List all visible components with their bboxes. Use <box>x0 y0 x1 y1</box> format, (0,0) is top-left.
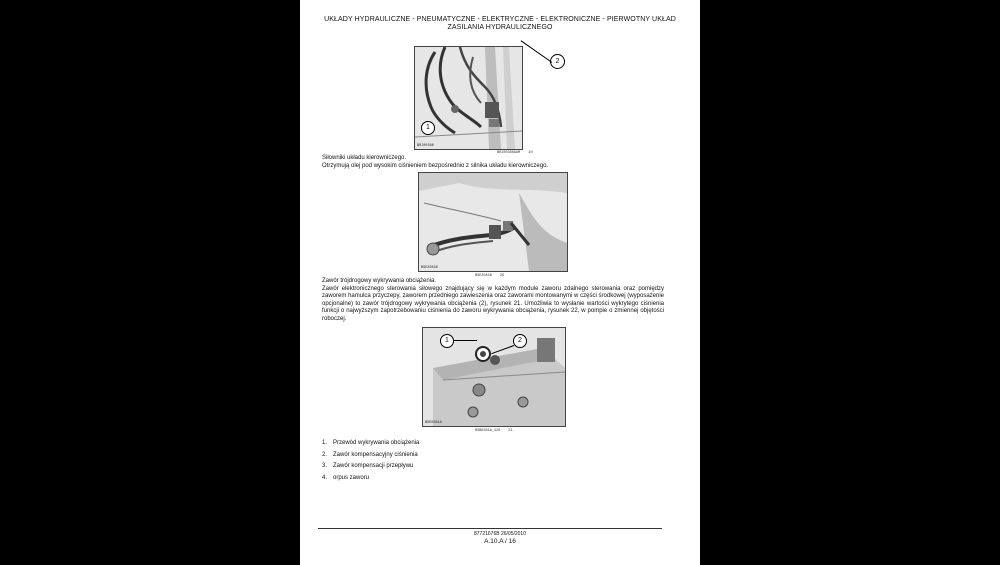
figure2-number: 20 <box>499 272 505 277</box>
figure1-callout-1: 1 <box>421 121 435 135</box>
footer-divider <box>318 528 662 529</box>
figure2-caption-code: BSE20836 <box>475 274 492 278</box>
legend-item: 2. Zawór kompensacyjny ciśnienia <box>322 451 418 458</box>
figure-legend <box>322 438 419 484</box>
figure3-code: BSE0381A <box>425 421 442 425</box>
section2-body: Zawór elektronicznego sterowania siłowego znajdujący się w każdym module zaworu zdalnego sterowania oraz pomiędzy zaworem hamulca przyczepy, zaworem przedniego zawieszenia oraz zaworami montowanymi w części środkowej (wyposażenie opcjonalne) to zawór trójdrogowy wykrywania obciążenia (2), rysunek 21. Umożliwia to wysłanie wartości wykrytego ciśnienia funkcji o najwyższym zapotrzebowaniu ciśnienia do zaworu wykrywania obciążenia, rysunek 22, w pompie o zmiennej objętości roboczej. <box>322 285 664 322</box>
section2-title: Zawór trójdrogowy wykrywania obciążenia. <box>322 278 437 284</box>
page-footer <box>300 531 700 545</box>
figure-hydraulic-lines <box>418 172 568 272</box>
figure-steering-cylinders <box>414 46 523 150</box>
section-load-sensing-valve <box>322 278 664 324</box>
footer-doc-ref: 87721676B 26/05/2010 <box>474 531 526 537</box>
figure1-number: 19 <box>528 149 533 154</box>
section1-line2: Otrzymują olej pod wysokim ciśnieniem bezpośrednio z silnika układu kierowniczego. <box>322 162 549 169</box>
figure3-callout-1-leader <box>453 340 477 341</box>
figure3-number: 21 <box>508 427 513 432</box>
figure3-caption-code: BSB0381A_426 <box>475 429 501 433</box>
figure1-callout-2-leader <box>521 40 553 63</box>
section-steering-cylinders <box>322 155 664 170</box>
figure3-callout-1: 1 <box>440 334 454 348</box>
figure1-callout-2-outer: 2 <box>550 54 565 69</box>
figure2-code: BSE20836 <box>421 266 438 270</box>
figure3-caption <box>475 427 513 433</box>
manual-page <box>300 0 700 565</box>
section1-line1: Siłowniki układu kierowniczego. <box>322 155 407 161</box>
header-title-line2: ZASILANIA HYDRAULICZNEGO <box>447 24 553 31</box>
header-title-line1: UKŁADY HYDRAULICZNE - PNEUMATYCZNE - ELEKTRYCZNE - ELEKTRONICZNE - PIERWOTNY UKŁAD <box>324 16 676 23</box>
page-header <box>310 16 690 32</box>
legend-item: 3. Zawór kompensacji przepływu <box>322 463 414 469</box>
figure3-callout-2: 2 <box>513 334 527 348</box>
figure1-caption-code: BRJ00380AAM <box>497 151 521 155</box>
legend-item: 1. Przewód wykrywania obciążenia <box>322 440 420 446</box>
footer-page-number: A.10.A / 16 <box>484 538 516 545</box>
figure-hydraulic-lines-drawing <box>419 173 567 271</box>
figure1-code: BRJ00380 <box>417 144 434 148</box>
legend-item: 4. orpus zaworu <box>322 474 370 481</box>
